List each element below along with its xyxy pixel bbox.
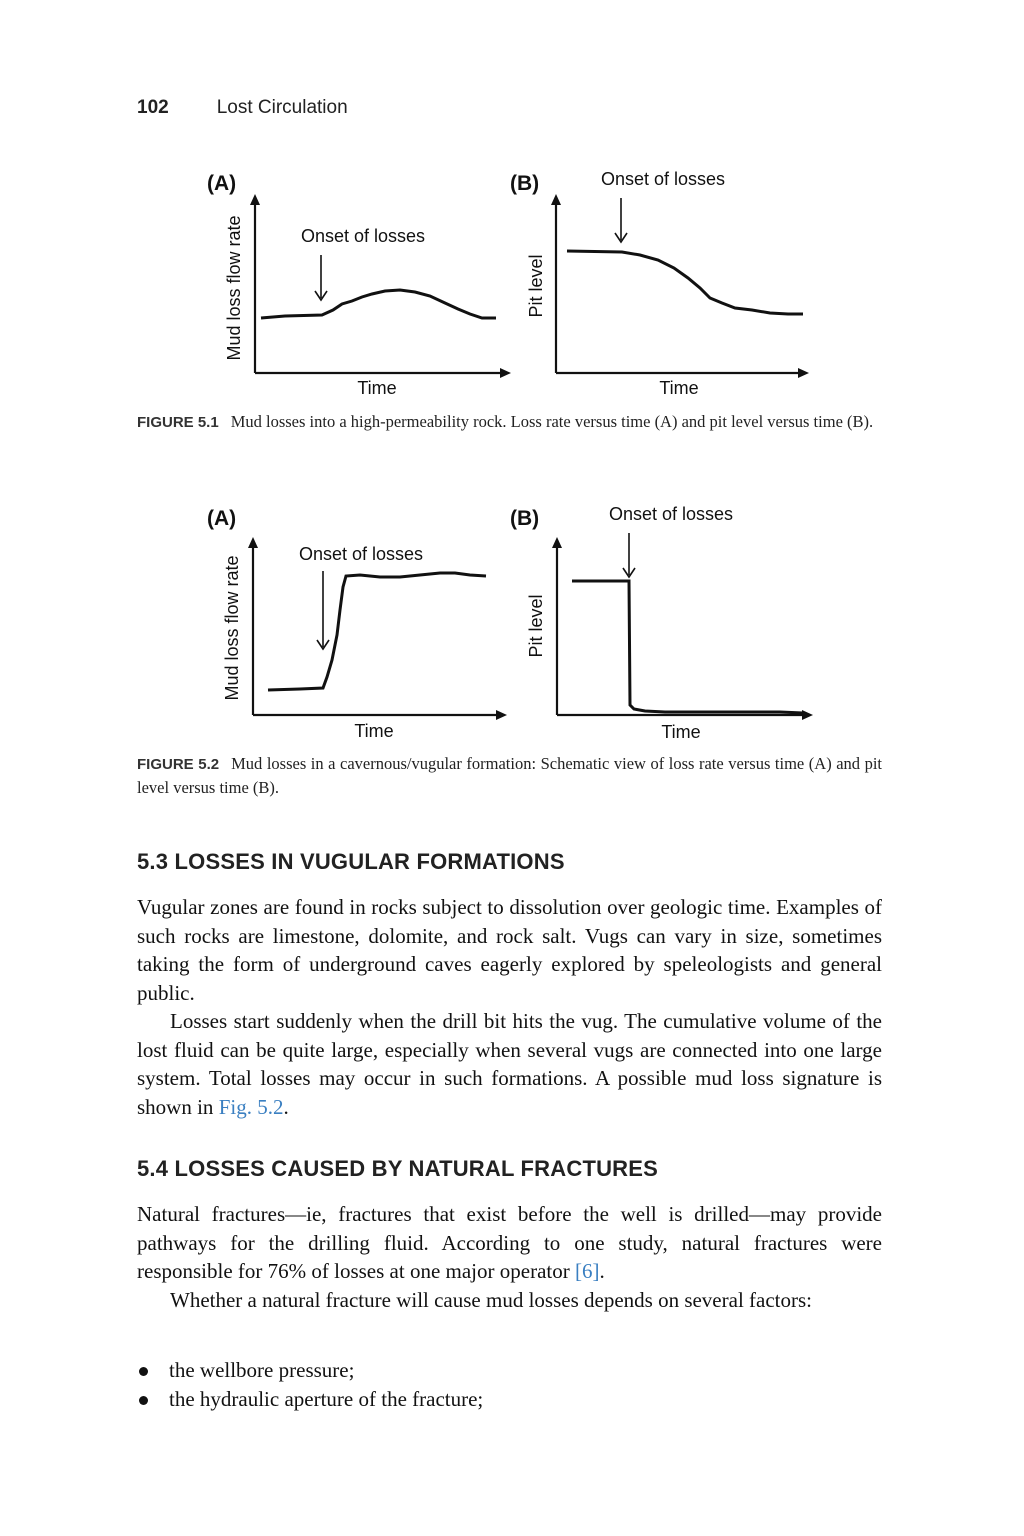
y-axis-label: Mud loss flow rate bbox=[224, 215, 244, 361]
paragraph: Whether a natural fracture will cause mud losses depends on several factors: bbox=[170, 1287, 812, 1312]
y-axis-arrowhead bbox=[552, 537, 562, 548]
caption-label: FIGURE 5.2 bbox=[137, 756, 220, 773]
paragraph-text: Losses start suddenly when the drill bit hits the vug. The cumulative volume of the lost fluid can be quite large, especially when several vugs are connected into one large system. Total losses may occur in such formations. A possible mud loss signature is shown in bbox=[137, 1009, 882, 1119]
x-axis-arrowhead bbox=[802, 710, 813, 720]
y-axis-arrowhead bbox=[248, 537, 258, 548]
fig-5-1-panel-b bbox=[510, 169, 809, 398]
section-5-4-body bbox=[137, 1200, 882, 1314]
onset-annotation: Onset of losses bbox=[608, 504, 734, 524]
x-axis-label: Time bbox=[659, 378, 699, 398]
reference-link[interactable]: [6] bbox=[574, 1259, 600, 1283]
caption-text: Mud losses in a cavernous/vugular formation: Schematic view of loss rate versus time (A) and pit level versus time (B). bbox=[137, 754, 883, 797]
paragraph-end: . bbox=[599, 1259, 605, 1283]
running-title: Lost Circulation bbox=[216, 97, 348, 118]
section-5-4-heading: 5.4 LOSSES CAUSED BY NATURAL FRACTURES bbox=[137, 1156, 659, 1181]
loss-rate-curve bbox=[268, 573, 486, 690]
x-axis-label: Time bbox=[661, 722, 701, 742]
paragraph bbox=[137, 1007, 882, 1121]
caption-label: FIGURE 5.1 bbox=[137, 414, 219, 431]
list-item-text: the wellbore pressure; bbox=[169, 1358, 355, 1382]
bullet-icon bbox=[139, 1396, 148, 1405]
paragraph bbox=[137, 1200, 882, 1286]
y-axis-arrowhead bbox=[250, 194, 260, 205]
paragraph-end: . bbox=[283, 1094, 289, 1119]
fig-5-2-panel-b bbox=[510, 504, 813, 742]
list-item bbox=[137, 1356, 882, 1385]
y-axis-label: Pit level bbox=[526, 594, 546, 658]
page-number: 102 bbox=[137, 97, 169, 118]
pit-level-curve bbox=[572, 581, 803, 713]
fig-5-2-panel-a bbox=[207, 507, 507, 741]
loss-rate-curve bbox=[261, 290, 496, 318]
onset-annotation: Onset of losses bbox=[300, 226, 426, 246]
panel-label: (A) bbox=[207, 172, 237, 195]
panel-label: (B) bbox=[510, 172, 540, 195]
figure-5-2 bbox=[0, 495, 1024, 750]
figure-5-2-caption bbox=[137, 752, 882, 799]
paragraph: Vugular zones are found in rocks subject to dissolution over geologic time. Examples of such rocks are limestone, dolomite, and rock salt. Vugs can vary in size, sometimes taking the form of underground caves eagerly explored by speleologists and general public. bbox=[137, 895, 882, 1005]
list-item-text: the hydraulic aperture of the fracture; bbox=[169, 1387, 484, 1411]
figure-5-1 bbox=[0, 160, 1024, 405]
pit-level-curve bbox=[567, 251, 803, 314]
section-5-3-heading: 5.3 LOSSES IN VUGULAR FORMATIONS bbox=[137, 849, 565, 874]
y-axis-label: Mud loss flow rate bbox=[222, 555, 242, 701]
x-axis-label: Time bbox=[354, 721, 394, 741]
figure-link[interactable]: Fig. 5.2 bbox=[218, 1094, 284, 1119]
list-item bbox=[137, 1385, 882, 1414]
x-axis-arrowhead bbox=[798, 368, 809, 378]
onset-annotation: Onset of losses bbox=[600, 169, 726, 189]
x-axis-arrowhead bbox=[500, 368, 511, 378]
panel-label: (A) bbox=[207, 507, 237, 530]
paragraph-text: Natural fractures—ie, fractures that exist before the well is drilled—may provide pathways for the drilling fluid. According to one study, natural fractures were responsible for 76% of losses at one major operator bbox=[137, 1202, 882, 1283]
onset-annotation: Onset of losses bbox=[298, 544, 424, 564]
x-axis-arrowhead bbox=[496, 710, 507, 720]
fig-5-1-panel-a bbox=[207, 172, 511, 398]
caption-text: Mud losses into a high-permeability rock. Loss rate versus time (A) and pit level versus time (B). bbox=[230, 412, 874, 431]
running-head bbox=[137, 97, 348, 119]
bullet-icon bbox=[139, 1367, 148, 1376]
x-axis-label: Time bbox=[357, 378, 397, 398]
y-axis-arrowhead bbox=[551, 194, 561, 205]
section-5-3-body bbox=[137, 893, 882, 1121]
y-axis-label: Pit level bbox=[526, 254, 546, 318]
figure-5-1-caption bbox=[137, 410, 882, 434]
panel-label: (B) bbox=[510, 507, 540, 530]
factor-list bbox=[137, 1356, 882, 1414]
